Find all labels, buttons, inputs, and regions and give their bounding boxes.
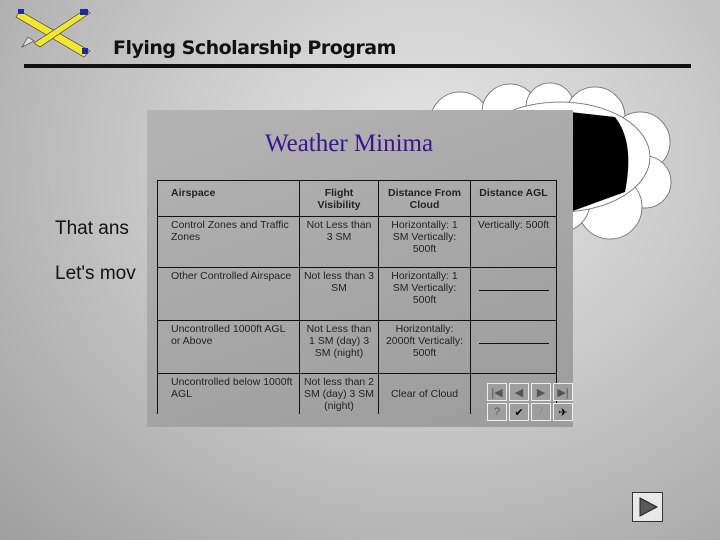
body-text-line: That ans [55, 218, 129, 239]
blank-line [479, 290, 549, 291]
cell-airspace: Uncontrolled below 1000ft AGL [158, 374, 300, 415]
weather-minima-panel [147, 110, 573, 427]
cell-airspace: Uncontrolled 1000ft AGL or Above [158, 321, 300, 374]
cell-cloud: Clear of Cloud [379, 374, 471, 415]
column-header: Distance From Cloud [379, 181, 471, 217]
cell-airspace: Control Zones and Traffic Zones [158, 217, 300, 268]
airplane-logo [14, 3, 94, 63]
table-row [158, 217, 557, 268]
previous-button[interactable]: ◀ [509, 383, 529, 401]
first-page-button[interactable]: |◀ [487, 383, 507, 401]
last-page-button[interactable]: ▶| [553, 383, 573, 401]
check-icon[interactable]: ✔ [509, 403, 529, 421]
body-text-line: Let's mov [55, 263, 136, 284]
airplane-icon[interactable]: ✈ [553, 403, 573, 421]
page-title: Flying Scholarship Program [113, 37, 396, 59]
cell-cloud: Horizontally: 1 SM Vertically: 500ft [379, 268, 471, 321]
table-row [158, 268, 557, 321]
column-header: Distance AGL [471, 181, 557, 217]
table-row [158, 321, 557, 374]
column-header: Flight Visibility [300, 181, 379, 217]
weather-minima-table [157, 180, 557, 414]
cell-visibility: Not Less than 3 SM [300, 217, 379, 268]
cell-agl [471, 321, 557, 374]
cell-airspace: Other Controlled Airspace [158, 268, 300, 321]
next-button[interactable]: ▶ [531, 383, 551, 401]
column-header: Airspace [158, 181, 300, 217]
panel-title: Weather Minima [265, 130, 434, 157]
cell-visibility: Not Less than 1 SM (day) 3 SM (night) [300, 321, 379, 374]
blank-line [479, 343, 549, 344]
next-slide-button[interactable] [632, 492, 663, 522]
cell-agl [471, 268, 557, 321]
media-nav-controls [487, 383, 573, 421]
cell-cloud: Horizontally: 1 SM Vertically: 500ft [379, 217, 471, 268]
title-divider [24, 64, 691, 68]
cell-visibility: Not less than 2 SM (day) 3 SM (night) [300, 374, 379, 415]
play-arrow-icon [637, 496, 659, 518]
cell-cloud: Horizontally: 2000ft Vertically: 500ft [379, 321, 471, 374]
help-icon[interactable]: ? [487, 403, 507, 421]
cell-agl: Vertically: 500ft [471, 217, 557, 268]
pen-icon: / [531, 403, 551, 421]
cell-visibility: Not less than 3 SM [300, 268, 379, 321]
